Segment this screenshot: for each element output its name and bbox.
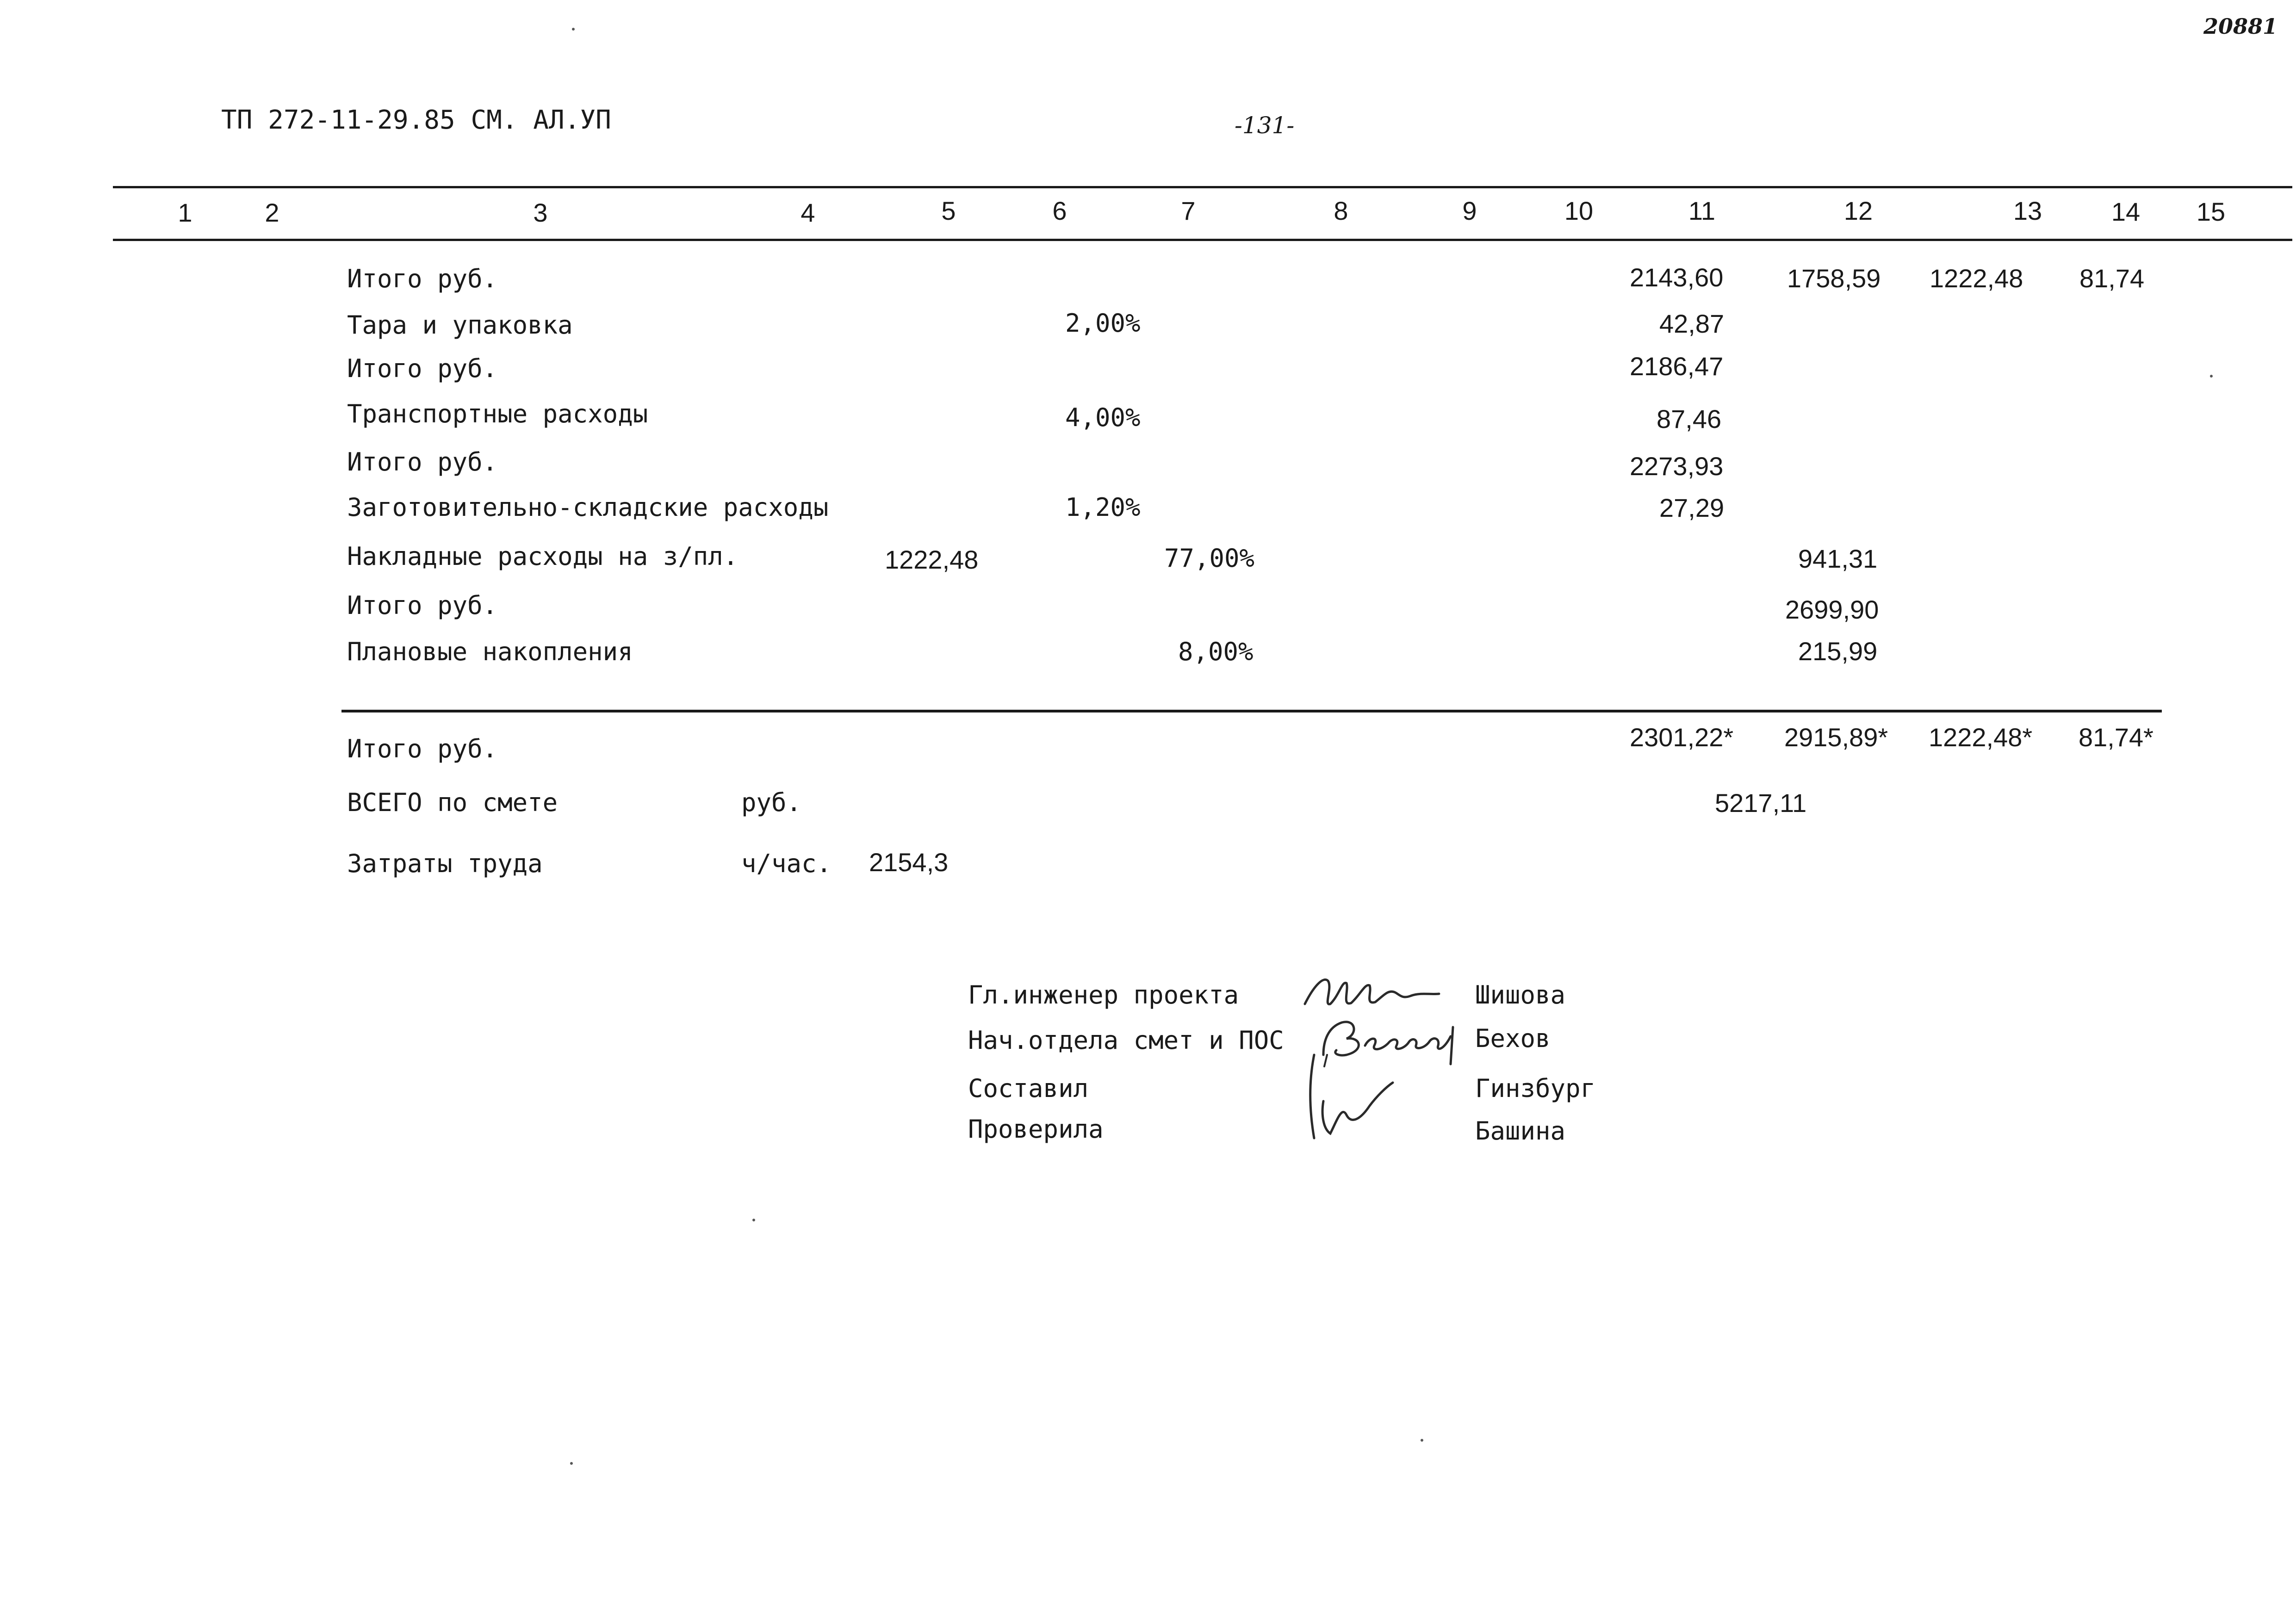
cell-col6: 2,00% [1065, 309, 1141, 338]
column-header: 10 [1564, 196, 1594, 225]
cell-col12: 2699,90 [1785, 595, 1879, 624]
cell-col11: 2186,47 [1630, 352, 1724, 381]
signature-role: Проверила [968, 1115, 1104, 1144]
scan-speck [570, 1462, 573, 1465]
column-header: 1 [178, 198, 192, 227]
column-header: 15 [2196, 197, 2226, 226]
row-label: Транспортные расходы [347, 399, 648, 428]
column-header: 4 [800, 198, 815, 227]
total-label: Итого руб. [347, 734, 498, 763]
handwritten-signature [1296, 1050, 1402, 1143]
signature-name: Бехов [1475, 1024, 1551, 1053]
total-col12: 2915,89* [1784, 723, 1888, 752]
signature-role: Нач.отдела смет и ПОС [968, 1026, 1284, 1055]
grand-total-label: ВСЕГО по смете [347, 788, 558, 817]
cell-col14: 81,74 [2079, 264, 2145, 293]
grand-total-unit: руб. [741, 788, 802, 817]
sheet-stamp: 20881 [2203, 14, 2278, 39]
page-number: -131- [1235, 112, 1295, 139]
cell-col11: 42,87 [1659, 309, 1725, 338]
row-label: Заготовительно-складские расходы [347, 493, 829, 522]
cell-col12: 215,99 [1798, 637, 1878, 666]
total-col14: 81,74* [2079, 723, 2153, 752]
signature-role: Составил [968, 1074, 1089, 1103]
column-header: 14 [2111, 197, 2141, 226]
cell-col6: 4,00% [1065, 403, 1141, 432]
cell-col7: 77,00% [1164, 544, 1255, 573]
scan-speck [1421, 1439, 1423, 1442]
cell-col6: 1,20% [1065, 493, 1141, 522]
cell-col13: 1222,48 [1930, 264, 2023, 293]
column-header: 8 [1334, 196, 1348, 225]
row-label: Накладные расходы на з/пл. [347, 542, 738, 571]
row-label: Итого руб. [347, 264, 498, 293]
column-header: 13 [2013, 196, 2042, 225]
scan-speck [572, 28, 575, 31]
scan-speck [2210, 375, 2213, 378]
cell-col7: 8,00% [1178, 637, 1253, 666]
total-rule [341, 710, 2162, 712]
header-bottom-rule [113, 239, 2292, 241]
column-header: 11 [1688, 196, 1716, 225]
cell-col12: 941,31 [1798, 544, 1878, 573]
row-label: Итого руб. [347, 591, 498, 620]
column-header: 9 [1462, 196, 1477, 225]
column-header: 7 [1181, 196, 1196, 225]
column-header: 2 [265, 198, 279, 227]
row-label: Тара и упаковка [347, 310, 573, 340]
scan-speck [752, 1219, 755, 1221]
column-header: 5 [941, 196, 956, 225]
cell-col12: 1758,59 [1787, 264, 1881, 293]
total-col13: 1222,48* [1929, 723, 2033, 752]
labor-label: Затраты труда [347, 849, 543, 878]
column-header: 6 [1052, 196, 1067, 225]
column-header: 12 [1843, 196, 1873, 225]
cell-col11: 87,46 [1657, 404, 1722, 434]
labor-value: 2154,3 [869, 848, 949, 877]
cell-col5: 1222,48 [885, 545, 979, 574]
total-col11: 2301,22* [1630, 723, 1734, 752]
header-top-rule [113, 186, 2292, 188]
document-code: ТП 272-11-29.85 СМ. АЛ.УП [221, 105, 611, 135]
row-label: Плановые накопления [347, 637, 633, 666]
row-label: Итого руб. [347, 354, 498, 383]
cell-col11: 2273,93 [1630, 452, 1724, 481]
column-header: 3 [533, 198, 548, 227]
signature-name: Шишова [1475, 980, 1566, 1010]
cell-col11: 27,29 [1659, 493, 1725, 522]
signature-name: Гинзбург [1475, 1074, 1596, 1103]
signature-role: Гл.инженер проекта [968, 980, 1239, 1010]
signature-name: Башина [1475, 1116, 1566, 1146]
row-label: Итого руб. [347, 447, 498, 477]
grand-total-value: 5217,11 [1715, 788, 1807, 818]
labor-unit: ч/час. [741, 849, 832, 878]
cell-col11: 2143,60 [1630, 263, 1724, 292]
